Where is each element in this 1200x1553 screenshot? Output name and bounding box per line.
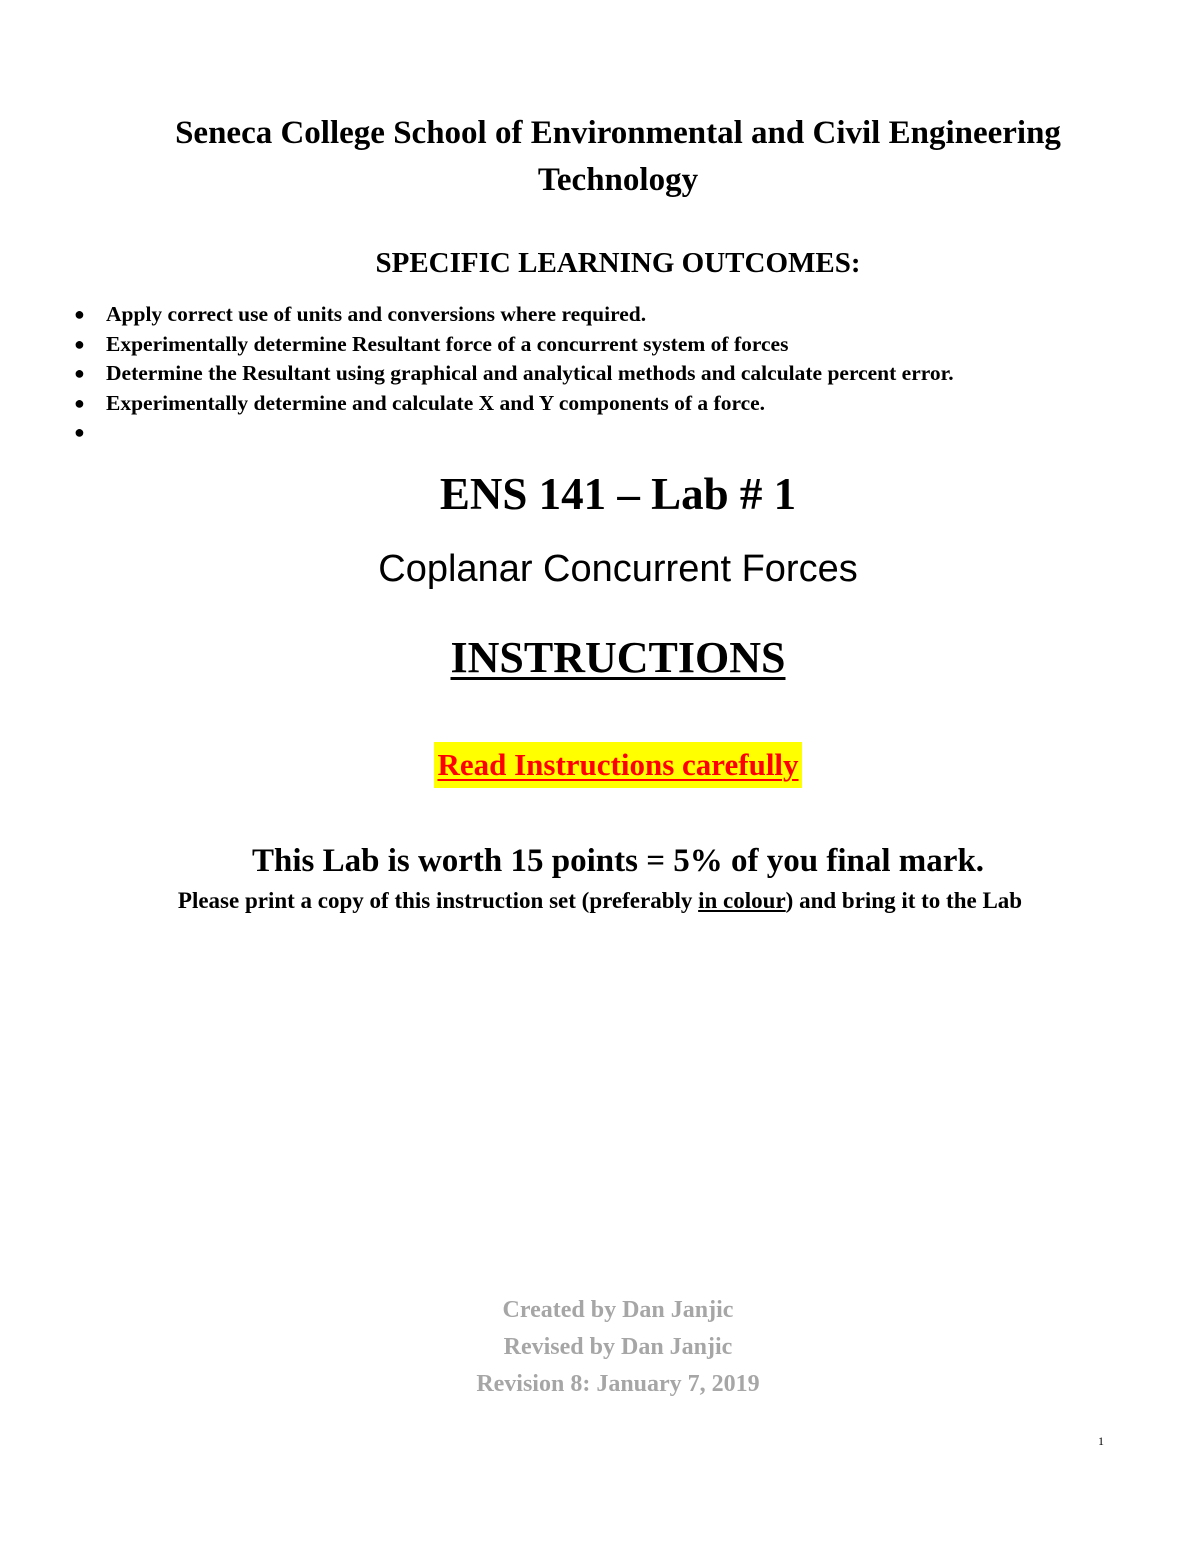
revised-by: Revised by Dan Janjic	[503, 1334, 733, 1360]
bullet-icon: ●	[74, 304, 85, 324]
instructions-heading: INSTRUCTIONS	[450, 633, 786, 682]
read-carefully-warning: Read Instructions carefully	[434, 742, 801, 788]
institution-title-line-2: Technology	[537, 162, 699, 198]
lab-worth-statement: This Lab is worth 15 points = 5% of you final mark.	[251, 843, 985, 879]
learning-outcomes-list	[72, 300, 954, 448]
institution-title-line-1: Seneca College School of Environmental and Civil Engineering	[175, 115, 1061, 151]
list-item	[72, 418, 954, 448]
outcome-text: Experimentally determine Resultant force of a concurrent system of forces	[106, 331, 789, 356]
created-by: Created by Dan Janjic	[502, 1297, 734, 1323]
print-note-text-end: ) and bring it to the Lab	[785, 888, 1023, 913]
learning-outcomes-heading: SPECIFIC LEARNING OUTCOMES:	[375, 247, 861, 279]
print-note-underlined: in colour	[698, 888, 786, 913]
warning-container	[0, 742, 1200, 788]
lab-topic-subtitle: Coplanar Concurrent Forces	[378, 548, 858, 590]
revision-date: Revision 8: January 7, 2019	[476, 1371, 760, 1397]
lab-code-title: ENS 141 – Lab # 1	[439, 469, 797, 519]
list-item	[72, 359, 954, 389]
institution-title	[0, 110, 1200, 204]
bullet-icon: ●	[74, 392, 85, 413]
print-instruction-note	[0, 884, 1200, 918]
bullet-icon: ●	[74, 422, 85, 442]
outcome-text: Determine the Resultant using graphical and analytical methods and calculate percent error.	[106, 361, 954, 385]
bullet-icon: ●	[74, 363, 85, 383]
list-item	[72, 300, 954, 330]
list-item	[72, 330, 954, 360]
bullet-icon: ●	[74, 333, 85, 354]
print-note-text-start: Please print a copy of this instruction set (preferably	[177, 888, 699, 913]
page-number: 1	[1098, 1434, 1104, 1448]
list-item	[72, 389, 954, 419]
credits-block	[0, 1292, 1200, 1403]
outcome-text: Experimentally determine and calculate X and Y components of a force.	[106, 390, 766, 415]
outcome-text: Apply correct use of units and conversions where required.	[106, 302, 647, 326]
